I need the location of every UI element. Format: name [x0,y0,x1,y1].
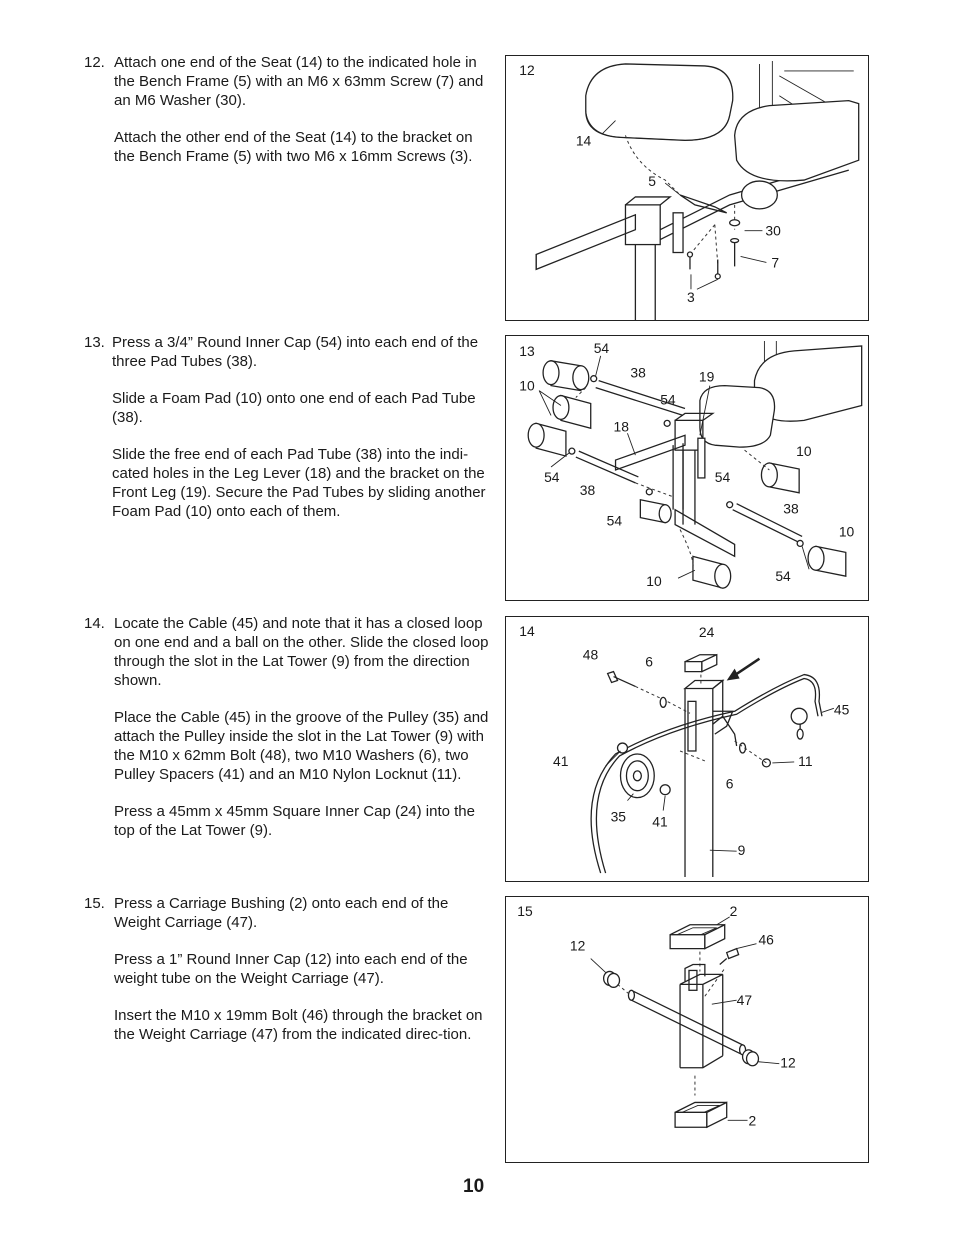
front-leg-bracket [625,205,660,245]
step-15 [84,894,494,1062]
leg-tube [536,215,635,270]
callout: 2 [748,1112,757,1129]
figure-14-drawing [506,617,868,881]
callout: 38 [579,481,596,498]
step-12 [84,53,494,184]
bolt-46 [720,949,739,965]
step-paragraph: Slide a Foam Pad (10) onto one end of each Pad Tube (38). [112,390,476,426]
pulley-35 [621,754,655,798]
callout: 3 [687,289,695,306]
figure-14 [505,616,869,882]
step-13 [84,333,494,539]
callout: 10 [796,443,812,460]
round-inner-cap-12 [743,1050,759,1066]
carriage-bushing-2 [675,1102,727,1127]
step-paragraph: Press a 3/4” Round Inner Cap (54) into each end of the three Pad Tubes (38). [112,334,479,370]
step-paragraph: Attach the other end of the Seat (14) to the bracket on the Bench Frame (5) with two M6 x 16mm Screws (3). [114,129,473,165]
step-paragraph: Press a 45mm x 45mm Square Inner Cap (24) into the top of the Lat Tower (9). [114,803,475,839]
foam-pad [528,423,566,456]
page-number: 10 [463,1176,485,1197]
step-paragraph: Place the Cable (45) in the groove of the Pulley (35) and attach the Pulley inside the slot in the Lat Tower (9) with the M10 x 62mm Bolt (48), two M10 Washers (6), two Pulley Spacers (41) and an M10 Nylon Locknut (11). [114,709,489,783]
callout: 54 [660,391,676,408]
step-number: 13. [84,334,105,351]
callout: 2 [729,902,738,919]
cable-ball [791,708,807,724]
carriage-bushing-2 [670,925,725,949]
callout: 10 [646,573,662,590]
figure-number: 15 [517,902,533,919]
square-inner-cap-24 [685,655,717,672]
step-number: 15. [84,895,105,912]
foam-pad [553,396,591,429]
seat-pad [700,386,775,448]
spacer-41 [618,743,628,753]
callout: 24 [698,623,715,640]
figure-15 [505,896,869,1163]
step-14 [84,614,494,858]
round-inner-cap-12 [604,971,620,987]
figure-number: 12 [519,61,535,78]
callout: 18 [613,418,629,435]
step-number: 12. [84,54,105,71]
callout: 30 [765,222,781,239]
callout: 54 [593,339,610,356]
washer-30 [730,220,740,226]
seat-pad [586,64,733,140]
foam-pad [808,546,846,576]
lat-tower-9 [685,688,713,877]
callout: 48 [582,646,599,663]
foam-pad [761,463,799,493]
callout: 47 [736,992,753,1009]
step-number: 14. [84,615,105,632]
weight-carriage-47 [680,974,723,1067]
figure-number: 13 [519,342,535,359]
callout: 54 [606,512,623,529]
figure-15-drawing [506,897,868,1162]
callout: 9 [737,842,746,859]
callout: 41 [652,813,668,830]
callout: 54 [775,568,791,585]
callout: 19 [698,368,715,385]
step-paragraph: Press a 1” Round Inner Cap (12) into each end of the weight tube on the Weight Carriage (47). [114,951,468,987]
figure-number: 14 [519,622,535,639]
callout: 54 [544,468,560,485]
callout: 10 [519,377,535,394]
callout: 7 [771,254,780,271]
callout: 38 [783,500,799,517]
step-paragraph: Slide the free end of each Pad Tube (38) into the indi-cated holes in the Leg Lever (18) and the bracket on the Front Leg (19). Secure the Pad Tubes by sliding another Foam Pad (10) onto each of them. [112,446,486,520]
figure-12 [505,55,869,321]
figure-13 [505,335,869,601]
callout: 12 [569,937,586,954]
callout: 6 [725,775,734,792]
step-paragraph: Attach one end of the Seat (14) to the indicated hole in the Bench Frame (5) with an M6 x 63mm Screw (7) and an M6 Washer (30). [114,54,484,109]
callout: 46 [758,931,774,948]
callout: 10 [838,523,855,540]
spacer-41 [660,785,670,795]
washer-6 [660,697,666,707]
callout: 14 [575,132,592,149]
callout: 5 [648,173,657,190]
foam-pad [693,556,731,588]
step-paragraph: Locate the Cable (45) and note that it has a closed loop on one end and a ball on the other. Slide the closed loop through the slot in the Lat Tower (9) from the direction shown. [114,615,489,689]
callout: 6 [645,653,654,670]
callout: 12 [780,1054,796,1071]
figure-12-drawing [506,56,868,320]
foam-pad [543,361,589,391]
foam-pad [640,500,671,523]
callout: 38 [630,364,646,381]
step-paragraph: Insert the M10 x 19mm Bolt (46) through the bracket on the Weight Carriage (47) from the indicated direc-tion. [114,1007,483,1043]
backrest-pad [735,101,859,181]
callout: 11 [798,752,813,769]
callout: 54 [714,468,731,485]
callout: 45 [833,701,850,718]
step-paragraph: Press a Carriage Bushing (2) onto each end of the Weight Carriage (47). [114,895,449,931]
callout: 41 [553,752,569,769]
figure-13-drawing [506,336,868,600]
callout: 35 [610,808,627,825]
